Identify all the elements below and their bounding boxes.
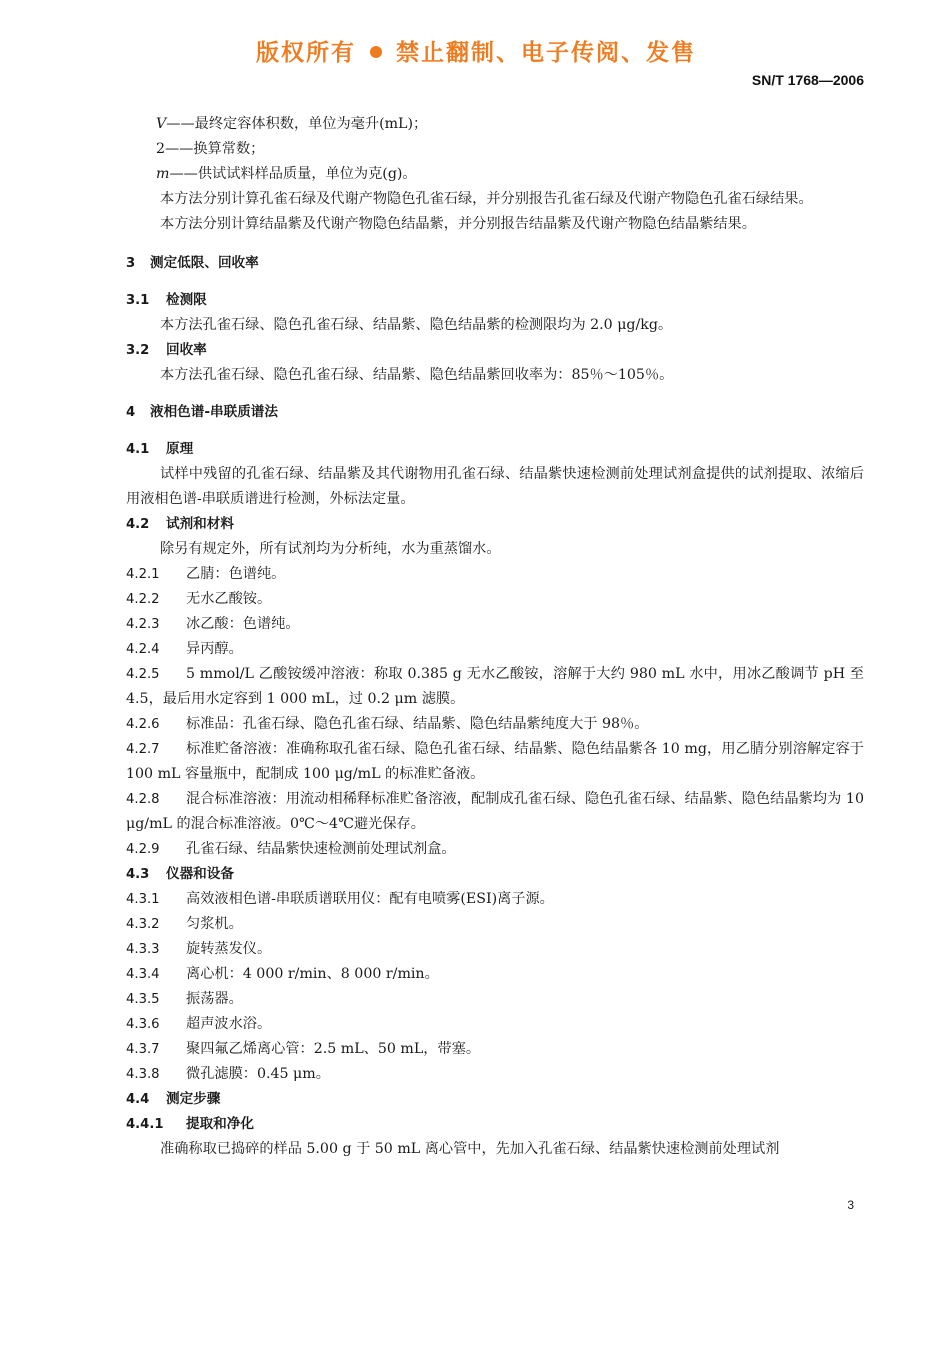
- list-item: 4.2.2 无水乙酸铵。: [126, 591, 272, 607]
- paragraph: 试样中残留的孔雀石绿、结晶紫及其代谢物用孔雀石绿、结晶紫快速检测前处理试剂盒提供的试剂提取、浓缩后用液相色谱-串联质谱进行检测，外标法定量。: [126, 466, 864, 507]
- document-body: [126, 112, 864, 1162]
- list-item: 4.3.5 振荡器。: [126, 991, 243, 1007]
- bullet-dot-icon: [370, 46, 382, 58]
- section-heading: 3.1 检测限: [126, 292, 207, 308]
- paragraph: 本方法孔雀石绿、隐色孔雀石绿、结晶紫、隐色结晶紫回收率为：85％～105％。: [160, 367, 674, 383]
- section-heading: 3.2 回收率: [126, 342, 207, 358]
- section-heading: 4.2 试剂和材料: [126, 516, 234, 532]
- list-item: 4.2.3 冰乙酸：色谱纯。: [126, 616, 300, 632]
- paragraph: 准确称取已捣碎的样品 5.00 g 于 50 mL 离心管中，先加入孔雀石绿、结晶紫快速检测前处理试剂: [160, 1141, 780, 1157]
- copyright-banner: [0, 34, 952, 67]
- list-item: 4.2.5 5 mmol/L 乙酸铵缓冲溶液：称取 0.385 g 无水乙酸铵，溶解于大约 980 mL 水中，用冰乙酸调节 pH 至 4.5，最后用水定容到 1 000 mL，过 0.2 μm 滤膜。: [126, 666, 864, 707]
- variable-definition: 2——换算常数；: [156, 141, 265, 157]
- section-heading: 3 测定低限、回收率: [126, 255, 259, 271]
- list-item: 4.2.4 异丙醇。: [126, 641, 243, 657]
- section-heading: 4.3 仪器和设备: [126, 866, 234, 882]
- list-item: 4.3.7 聚四氟乙烯离心管：2.5 mL、50 mL，带塞。: [126, 1041, 481, 1057]
- list-item: 4.2.1 乙腈：色谱纯。: [126, 566, 286, 582]
- page-number: 3: [847, 1198, 854, 1212]
- list-item: 4.3.4 离心机：4 000 r/min、8 000 r/min。: [126, 966, 439, 982]
- section-heading: 4.4 测定步骤: [126, 1091, 221, 1107]
- list-item: 4.3.1 高效液相色谱-串联质谱联用仪：配有电喷雾(ESI)离子源。: [126, 891, 554, 907]
- paragraph: 本方法分别计算孔雀石绿及代谢产物隐色孔雀石绿，并分别报告孔雀石绿及代谢产物隐色孔雀石绿结果。: [160, 191, 813, 207]
- list-item: 4.3.8 微孔滤膜：0.45 μm。: [126, 1066, 330, 1082]
- list-item: 4.3.3 旋转蒸发仪。: [126, 941, 272, 957]
- list-item: 4.3.6 超声波水浴。: [126, 1016, 272, 1032]
- section-heading: 4 液相色谱-串联质谱法: [126, 404, 278, 420]
- list-item: 4.2.7 标准贮备溶液：准确称取孔雀石绿、隐色孔雀石绿、结晶紫、隐色结晶紫各 10 mg，用乙腈分别溶解定容于 100 mL 容量瓶中，配制成 100 μg/mL 的标准贮备液。: [126, 741, 864, 782]
- document-number: SN/T 1768—2006: [751, 72, 864, 88]
- paragraph: 除另有规定外，所有试剂均为分析纯，水为重蒸馏水。: [160, 541, 501, 557]
- banner-left-text: 版权所有: [256, 40, 356, 66]
- list-item: 4.2.6 标准品：孔雀石绿、隐色孔雀石绿、结晶紫、隐色结晶紫纯度大于 98％。: [126, 716, 649, 732]
- paragraph: 本方法孔雀石绿、隐色孔雀石绿、结晶紫、隐色结晶紫的检测限均为 2.0 μg/kg。: [160, 317, 673, 333]
- banner-right-text: 禁止翻制、电子传阅、发售: [396, 40, 696, 66]
- section-heading: 4.1 原理: [126, 441, 194, 457]
- variable-definition: V——最终定容体积数，单位为毫升(mL)；: [156, 116, 428, 132]
- section-heading: 4.4.1 提取和净化: [126, 1116, 254, 1132]
- list-item: 4.2.8 混合标准溶液：用流动相稀释标准贮备溶液，配制成孔雀石绿、隐色孔雀石绿、结晶紫、隐色结晶紫均为 10 μg/mL 的混合标准溶液。0℃～4℃避光保存。: [126, 791, 864, 832]
- list-item: 4.3.2 匀浆机。: [126, 916, 243, 932]
- paragraph: 本方法分别计算结晶紫及代谢产物隐色结晶紫，并分别报告结晶紫及代谢产物隐色结晶紫结果。: [160, 216, 756, 232]
- list-item: 4.2.9 孔雀石绿、结晶紫快速检测前处理试剂盒。: [126, 841, 456, 857]
- variable-definition: m——供试试料样品质量，单位为克(g)。: [156, 166, 417, 182]
